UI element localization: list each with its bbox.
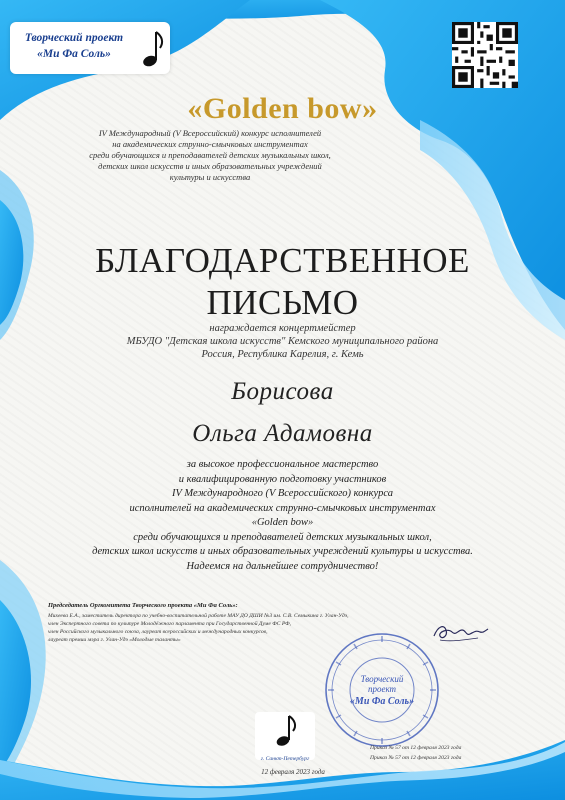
recipient-surname: Борисова [231,378,334,405]
signatory-line: лауреат премии мэра г. Улан-Удэ «Молодые таланты» [48,637,181,643]
gratitude-line: среди обучающихся и преподавателей детских музыкальных школ, [133,531,432,543]
contest-desc-line: среди обучающихся и преподавателей детских музыкальных школ, [89,150,331,160]
stamp-line-3: «Ми Фа Соль» [349,696,415,707]
contest-desc-line: детских школ искусств и иных образовательных учреждений [98,161,322,171]
gratitude-line: Надеемся на дальнейшее сотрудничество! [186,560,379,572]
recipient-given-names: Ольга Адамовна [192,420,373,447]
logo-line-2: «Ми Фа Соль» [37,48,111,60]
gratitude-line: за высокое профессиональное мастерство [186,459,379,470]
music-note-icon [136,28,166,70]
qr-code-icon [452,22,518,88]
awarded-block [0,322,565,361]
order-line: Приказ № 57 от 12 февраля 2023 года [370,755,462,761]
contest-description [40,128,380,183]
awarded-line: награждается концертмейстер [209,323,356,334]
letter-title-line-1: БЛАГОДАРСТВЕННОЕ [95,241,470,280]
letter-title [0,240,565,324]
gratitude-line: «Golden bow» [251,517,314,528]
contest-desc-line: культуры и искусства [169,172,251,182]
order-line: Приказ № 57 от 12 февраля 2023 года [370,745,462,751]
gratitude-line: и квалифицированную подготовку участников [178,473,387,485]
organization-stamp [322,630,442,750]
signatory-line: член Российского музыкального союза, лауреат всероссийских и международных конкурсов, [48,629,268,635]
stamp-line-2: проект [367,684,397,694]
order-reference [370,744,510,762]
letter-title-line-2: ПИСЬМО [206,283,359,322]
gratitude-line: IV Международного (V Всероссийского) конкурса [172,488,393,499]
logo-text [18,30,130,62]
contest-desc-line: на академических струнно-смычковых инструментах [112,139,308,149]
music-note-icon [255,712,315,750]
footer-city: г. Санкт-Петербург [260,756,310,762]
signatory-heading: Председатель Оргкомитета Творческого проекта «Ми Фа Соль»: [48,602,238,609]
project-logo [10,22,170,74]
awarded-line: МБУДО "Детская школа искусств" Кемского муниципального района [126,336,439,347]
gratitude-line: детских школ искусств и иных образовательных учреждений культуры и искусства. [92,546,473,557]
stamp-line-1: Творческий [360,674,404,684]
gratitude-text [0,458,565,574]
awarded-line: Россия, Республика Карелия, г. Кемь [201,349,364,360]
contest-desc-line: IV Международный (V Всероссийский) конкурс исполнителей [98,128,322,138]
gratitude-line: исполнителей на академических струнно-смычковых инструментах [129,502,436,514]
logo-line-1: Творческий проект [24,32,124,44]
issue-date: 12 февраля 2023 года [261,768,325,776]
footer-logo [255,712,315,760]
signatory-line: Михеева Е.А., заместитель директора по учебно-воспитательной работе МАУ ДО ДШИ №3 им. С.В. Семыкина г. Улан-Удэ, [48,613,349,619]
signatory-line: член Экспертного совета по культуре Молодёжного парламента при Государственной Думе ФС РФ, [48,621,292,627]
contest-name: «Golden bow» [187,92,378,125]
